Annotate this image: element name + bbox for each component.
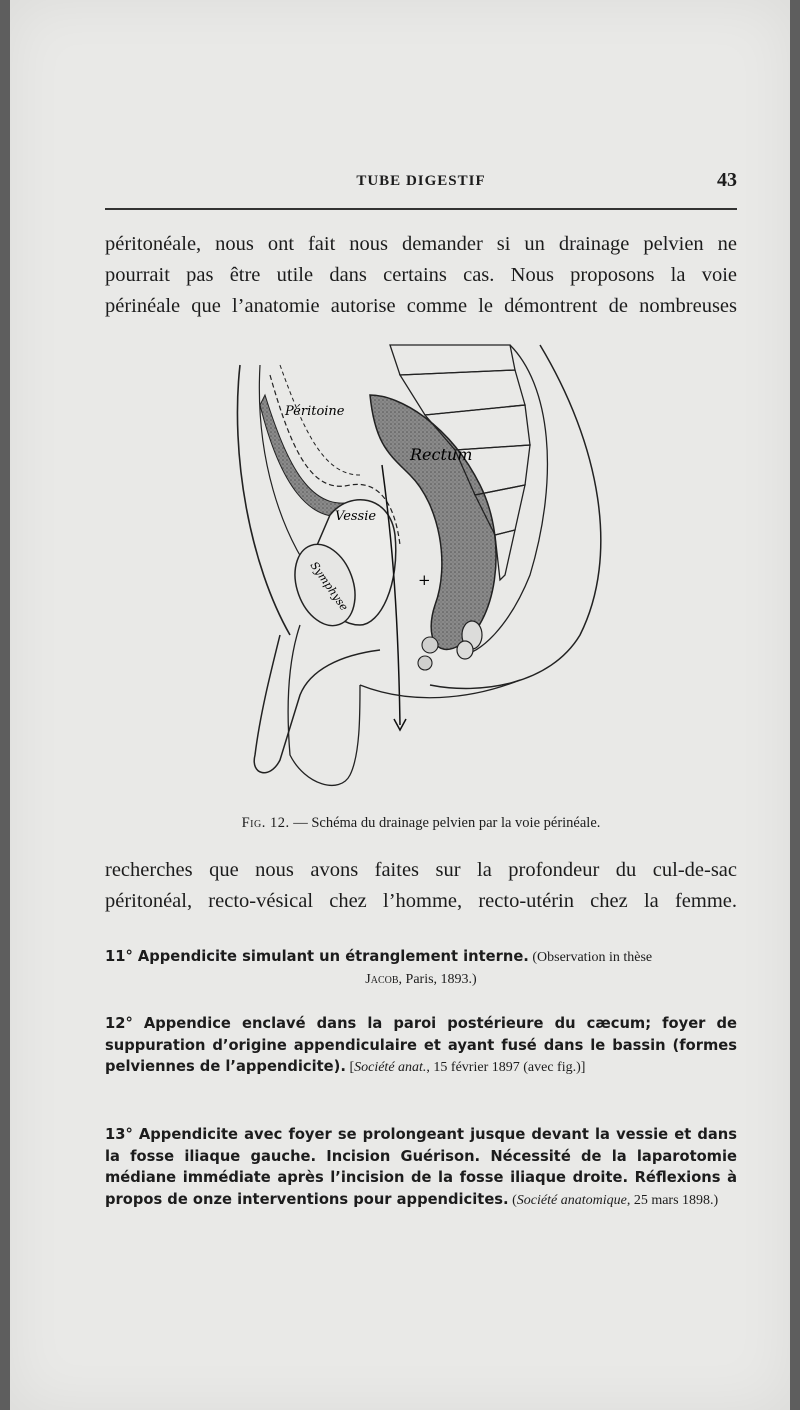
caption-figure-number: Fig. 12.: [241, 815, 290, 831]
label-plus: +: [418, 571, 431, 589]
label-peritoine: Péritoine: [285, 404, 345, 419]
entry-title: 12° Appendice enclavé dans la paroi postérieure du cæcum; foyer de suppuration d’origine appendiculaire et ayant fusé dans le bassin (formes pelviennes de l’appendicite).: [105, 1015, 737, 1075]
paragraph-line: péritonéale, nous ont fait nous demander si un drainage pelvien ne: [105, 233, 737, 255]
paragraph-line: recherches que nous avons faites sur la profondeur du cul-de-sac: [105, 859, 737, 881]
running-title: TUBE DIGESTIF: [356, 173, 486, 189]
entry-journal: Société anat.: [354, 1060, 427, 1075]
paragraph-line: pourrait pas être utile dans certains cas. Nous proposons la voie: [105, 264, 737, 286]
pelvic-drainage-figure: [210, 335, 630, 805]
external-genitalia: [254, 635, 380, 773]
entry-reference-end: , 25 mars 1898.): [626, 1192, 719, 1208]
pelvis-sagittal-schematic: [210, 335, 630, 805]
entry-reference-end: , Paris, 1893.): [398, 971, 477, 987]
entry-journal: Société anatomique: [516, 1192, 627, 1208]
entry-reference-end: , 15 février 1897 (avec fig.)]: [426, 1060, 586, 1075]
label-symphyse: Symphyse: [307, 559, 351, 614]
paragraph-bottom: [105, 855, 737, 917]
entry-title: 11° Appendicite simulant un étranglement interne.: [105, 948, 529, 965]
figure-caption: [105, 815, 737, 832]
book-page: [10, 0, 790, 1410]
running-head: [105, 169, 737, 197]
entry-reference: (Observation in thèse: [528, 950, 653, 965]
perineum-line: [360, 680, 520, 698]
paragraph-line: périnéale que l’anatomie autorise comme le démontrent de nombreuses: [105, 295, 737, 317]
bibliography-entry-12: [105, 1013, 737, 1079]
caption-text: — Schéma du drainage pelvien par la voie périnéale.: [289, 815, 601, 831]
paragraph-line: péritonéal, recto-vésical chez l’homme, recto-utérin chez la femme.: [105, 890, 737, 912]
entry-author: Jacob: [365, 971, 399, 987]
bibliography-entry-11: [105, 946, 737, 990]
label-vessie: Vessie: [335, 509, 377, 524]
entry-title: 13° Appendicite avec foyer se prolongeant jusque devant la vessie et dans la fosse iliaque gauche. Incision Guérison. Nécessité de la laparotomie médiane immédiate après l’incision de la fosse iliaque droite. Réflexions à propos de onze interventions pour appendicites.: [105, 1126, 737, 1208]
label-rectum: Rectum: [410, 445, 473, 464]
header-rule: [105, 208, 737, 210]
entry-reference: (: [508, 1192, 517, 1208]
page-number: 43: [717, 169, 737, 191]
paragraph-top: [105, 229, 737, 322]
bibliography-entry-13: [105, 1124, 737, 1211]
entry-reference: [: [345, 1060, 355, 1075]
